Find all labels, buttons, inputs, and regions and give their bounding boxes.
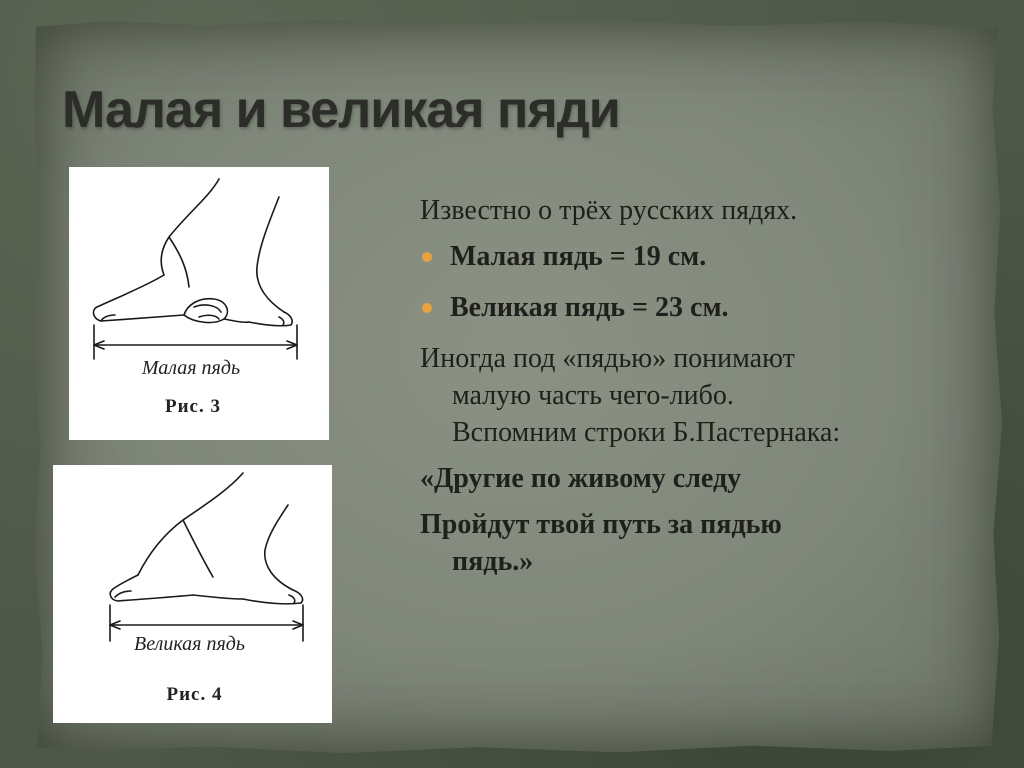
- figure-caption: Малая пядь: [141, 357, 241, 379]
- quote-line-2: Пройдут твой путь за пядью пядь.»: [420, 509, 782, 577]
- quote-line-1: «Другие по живому следу: [420, 463, 742, 494]
- bullet-item: [420, 289, 860, 326]
- slide-title: Малая и великая пяди: [62, 81, 620, 139]
- figure-number: Рис. 3: [165, 396, 221, 417]
- bullet-item: [420, 238, 860, 275]
- figure-small-span: [69, 167, 329, 440]
- bullet-text: Великая пядь = 23 см.: [450, 292, 729, 323]
- bullet-text: Малая пядь = 19 см.: [450, 241, 707, 272]
- bullet-dot-icon: [422, 303, 432, 313]
- body-paragraph: Иногда под «пядью» понимают малую часть чего-либо. Вспомним строки Б.Пастернака:: [420, 343, 841, 448]
- figure-great-span: [53, 465, 332, 723]
- bullet-dot-icon: [422, 252, 432, 262]
- intro-text: Известно о трёх русских пядях.: [420, 195, 798, 226]
- figure-number: Рис. 4: [166, 684, 223, 705]
- slide-body: [420, 192, 860, 589]
- figure-caption: Великая пядь: [134, 633, 245, 655]
